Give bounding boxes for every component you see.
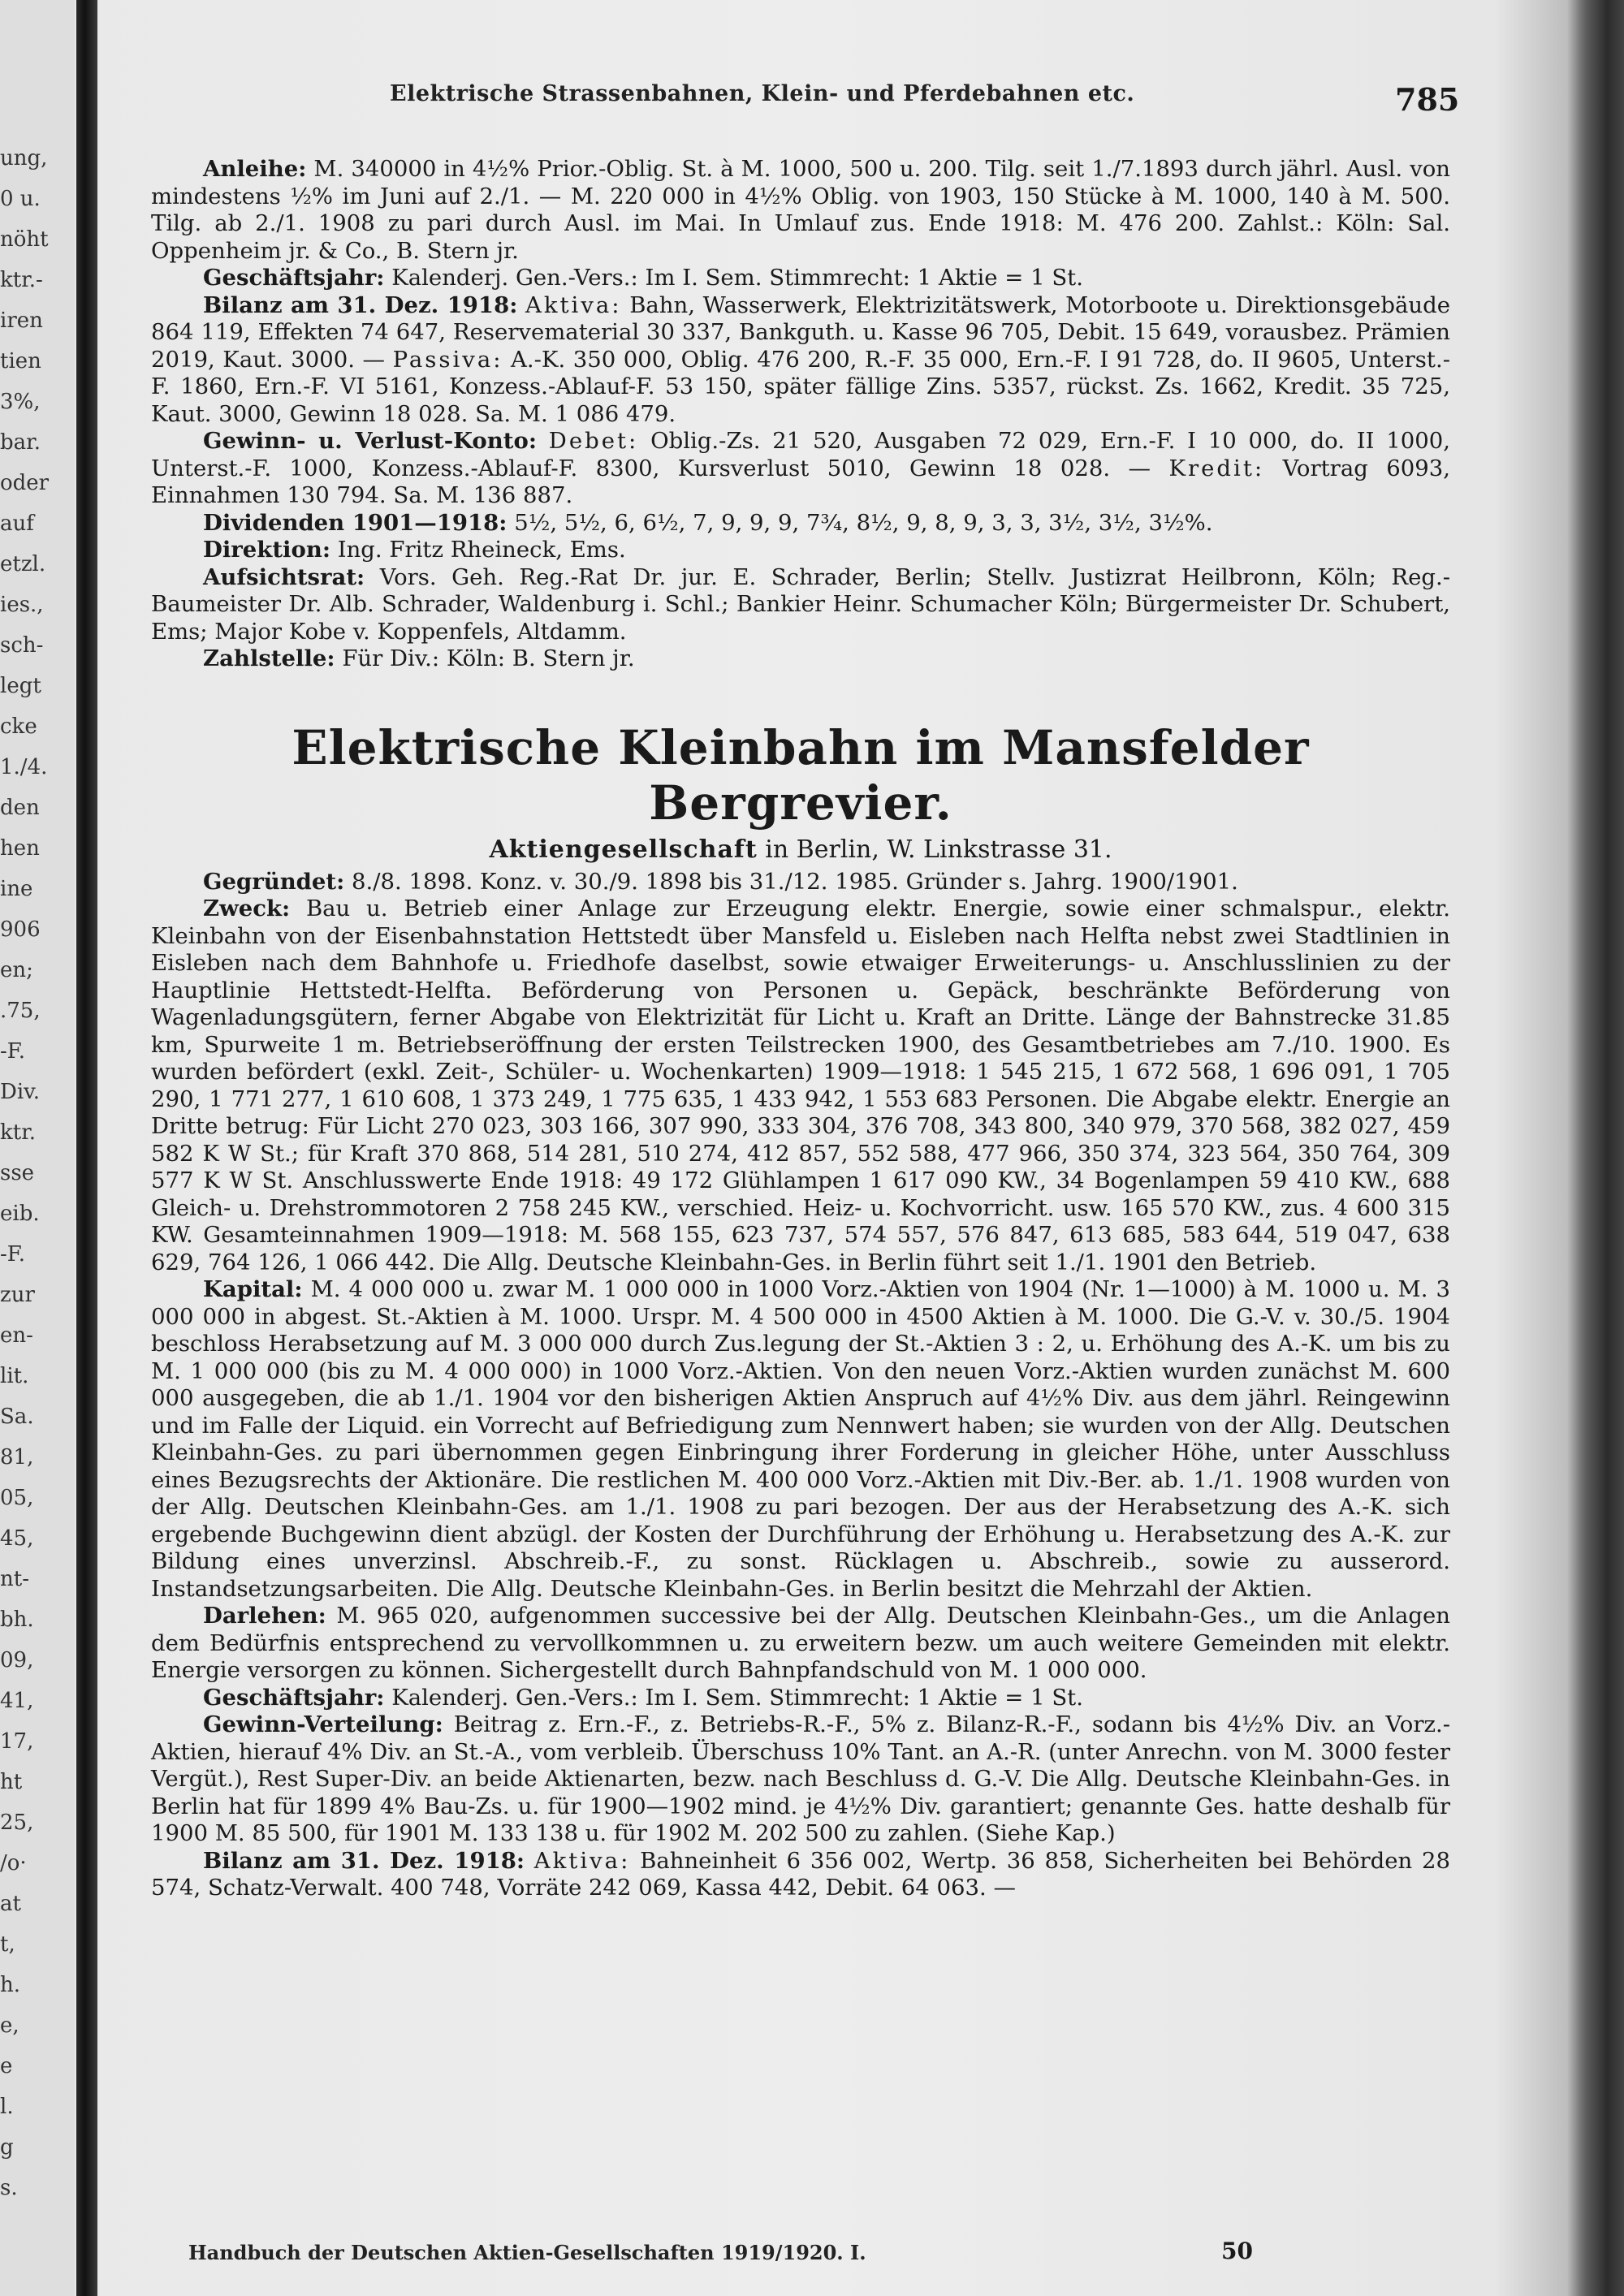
direktion-text: Ing. Fritz Rheineck, Ems.	[337, 537, 626, 563]
entry-bilanz-paragraph	[151, 1848, 1450, 1902]
dividenden-text: 5½, 5½, 6, 6½, 7, 9, 9, 9, 7¾, 8½, 9, 8, 9, 3, 3, 3½, 3½, 3½%.	[514, 509, 1213, 536]
adjacent-page-text: .75,	[0, 999, 41, 1023]
adjacent-page-text: ies.,	[0, 593, 44, 617]
entry-geschaeftsjahr-text: Kalenderj. Gen.-Vers.: Im I. Sem. Stimmrecht: 1 Aktie = 1 St.	[391, 1684, 1083, 1711]
entry-subtitle-address: in Berlin, W. Linkstrasse 31.	[765, 835, 1112, 864]
adjacent-page-text: 45,	[0, 1526, 34, 1551]
guv-debet-label: Debet:	[548, 428, 639, 454]
darlehen-text: M. 965 020, aufgenommen successive bei der Allg. Deutschen Kleinbahn-Ges., um die Anlagen dem Bedürfnis entsprechend zu vervollkommnen u. zu erweitern bezw. um auch weitere Gemeinden mit elektr. Energie versorgen zu können. Sichergestellt durch Bahnpfandschuld von M. 1 000 000.	[151, 1603, 1450, 1683]
gegruendet-text: 8./8. 1898. Konz. v. 30./9. 1898 bis 31./12. 1985. Gründer s. Jahrg. 1900/1901.	[352, 868, 1238, 895]
dividenden-paragraph	[151, 510, 1450, 537]
adjacent-page-text: en-	[0, 1323, 33, 1348]
bilanz-passiva-text: A.-K. 350 000, Oblig. 476 200, R.-F. 35 000, Ern.-F. I 91 728, do. II 9605, Unterst.-F. 1860, Ern.-F. VI 5161, Konzess.-Ablauf-F. 53 150, später fällige Zins. 5357, rückst. Zs. 1662, Kredit. 35 725, Kaut. 3000, Gewinn 18 028. Sa. M. 1 086 479.	[151, 346, 1450, 427]
zahlstelle-label: Zahlstelle:	[203, 645, 335, 671]
anleihe-paragraph	[151, 156, 1450, 265]
guv-debet-text: Oblig.-Zs. 21 520, Ausgaben 72 029, Ern.-F. I 10 000, do. II 1000, Unterst.-F. 1000, Konzess.-Ablauf-F. 8300, Kursverlust 5010, Gewinn 18 028. —	[151, 428, 1451, 481]
adjacent-page-text: sse	[0, 1161, 35, 1185]
zahlstelle-paragraph	[151, 645, 1450, 673]
zweck-text: Bau u. Betrieb einer Anlage zur Erzeugung elektr. Energie, sowie einer schmalspur., elektr. Kleinbahn von der Eisenbahnstation Hettstedt über Mansfeld u. Eisleben nach Helfta nebst zwei Stadtlinien in Eisleben nach dem Bahnhofe u. Friedhofe daselbst, sowie etwaiger Erweiterungs- u. Anschlusslinien zu der Hauptlinie Hettstedt-Helfta. Beförderung von Personen u. Gepäck, beschränkte Beförderung von Wagenladungsgütern, ferner Abgabe von Elektrizität für Licht u. Kraft an Dritte. Länge der Bahnstrecke 31.85 km, Spurweite 1 m. Betriebseröffnung der ersten Teilstrecken 1900, des Gesamtbetriebes am 7./10. 1900. Es wurden befördert (exkl. Zeit-, Schüler- u. Wochenkarten) 1909—1918: 1 545 215, 1 672 568, 1 696 091, 1 705 290, 1 771 277, 1 610 608, 1 373 249, 1 775 635, 1 433 942, 1 553 683 Personen. Die Abgabe elektr. Energie an Dritte betrug: Für Licht 270 023, 303 166, 307 990, 333 304, 376 708, 343 800, 340 979, 370 568, 382 027, 459 582 K W St.; für Kraft 370 868, 514 281, 510 274, 412 857, 552 588, 477 966, 350 374, 323 564, 350 764, 309 577 K W St. Anschlusswerte Ende 1918: 49 172 Glühlampen 1 617 090 KW., 34 Bogenlampen 59 410 KW., 688 Gleich- u. Drehstrommotoren 2 758 245 KW., verschied. Heiz- u. Kochvorricht. usw. 165 570 KW., zus. 4 600 315 KW. Gesamteinnahmen 1909—1918: M. 568 155, 623 737, 574 557, 576 847, 613 685, 583 644, 519 047, 638 629, 764 126, 1 066 442. Die Allg. Deutsche Kleinbahn-Ges. in Berlin führt seit 1./1. 1901 den Betrieb.	[151, 896, 1450, 1275]
geschaeftsjahr-paragraph	[151, 265, 1450, 292]
adjacent-page-text: sch-	[0, 633, 44, 658]
adjacent-page-text: lit.	[0, 1364, 29, 1388]
adjacent-page-text: tien	[0, 349, 41, 373]
entry-bilanz-aktiva-label: Aktiva:	[533, 1847, 631, 1874]
adjacent-page-text: oder	[0, 471, 50, 495]
footer-text: Handbuch der Deutschen Aktien-Gesellschaften 1919/1920. I.	[188, 2241, 866, 2264]
page-number: 785	[1395, 81, 1460, 118]
gegruendet-paragraph	[151, 869, 1450, 896]
adjacent-page-text: 25,	[0, 1810, 34, 1835]
dividenden-label: Dividenden 1901—1918:	[203, 509, 508, 536]
adjacent-page-text: ktr.	[0, 1120, 37, 1145]
page-body	[151, 81, 1450, 1902]
adjacent-page-text: /o·	[0, 1851, 27, 1875]
bilanz-label: Bilanz am 31. Dez. 1918:	[203, 291, 518, 318]
entry-subtitle-company-form: Aktiengesellschaft	[489, 835, 758, 864]
zahlstelle-text: Für Div.: Köln: B. Stern jr.	[342, 645, 635, 671]
direktion-paragraph	[151, 537, 1450, 564]
bilanz-aktiva-text: Bahn, Wasserwerk, Elektrizitätswerk, Motorboote u. Direktionsgebäude 864 119, Effekten 74 647, Reservematerial 30 337, Bankguth. u. Kasse 96 705, Debit. 15 649, vorausbez. Prämien 2019, Kaut. 3000. —	[151, 291, 1450, 373]
zweck-paragraph	[151, 896, 1450, 1276]
adjacent-page-text: nt-	[0, 1567, 29, 1591]
footer-signature: 50	[1221, 2238, 1253, 2264]
entry-bilanz-label: Bilanz am 31. Dez. 1918:	[203, 1847, 525, 1874]
adjacent-page-text: 3%,	[0, 390, 41, 414]
adjacent-page-text: -F.	[0, 1242, 26, 1267]
adjacent-page-text: Sa.	[0, 1405, 34, 1429]
adjacent-page-fragment	[0, 0, 75, 2296]
entry-subtitle	[151, 835, 1450, 864]
entry-geschaeftsjahr-paragraph	[151, 1685, 1450, 1712]
adjacent-page-text: den	[0, 796, 40, 820]
adjacent-page-text: ine	[0, 877, 33, 901]
guv-kredit-text: Vortrag 6093, Einnahmen 130 794. Sa. M. 136 887.	[151, 455, 1450, 508]
darlehen-label: Darlehen:	[203, 1603, 326, 1629]
adjacent-page-text: eib.	[0, 1202, 40, 1226]
bilanz-passiva-label: Passiva:	[392, 346, 503, 373]
kapital-label: Kapital:	[203, 1276, 303, 1302]
adjacent-page-text: ung,	[0, 146, 48, 170]
guv-kredit-label: Kredit:	[1168, 455, 1265, 481]
gewinnverteilung-paragraph	[151, 1711, 1450, 1848]
anleihe-label: Anleihe:	[203, 156, 307, 182]
gewinnverteilung-text: Beitrag z. Ern.-F., z. Betriebs-R.-F., 5% z. Bilanz-R.-F., sodann bis 4½% Div. an Vorz.-Aktien, hierauf 4% Div. an St.-A., vom verbleib. Überschuss 10% Tant. an A.-R. (unter Anrechn. von M. 3000 fester Vergüt.), Rest Super-Div. an beide Aktienarten, bezw. nach Beschluss d. G.-V. Die Allg. Deutsche Kleinbahn-Ges. in Berlin hat für 1899 4% Bau-Zs. u. für 1900—1902 mind. je 4½% Div. garantiert; genannte Ges. hatte deshalb für 1900 M. 85 500, für 1901 M. 133 138 u. für 1902 M. 202 500 zu zahlen. (Siehe Kap.)	[151, 1711, 1450, 1846]
adjacent-page-text: h.	[0, 1973, 21, 1997]
adjacent-page-text: 906	[0, 917, 41, 942]
adjacent-page-text: 17,	[0, 1729, 34, 1754]
adjacent-page-text: cke	[0, 714, 37, 739]
darlehen-paragraph	[151, 1603, 1450, 1685]
bilanz-aktiva-label: Aktiva:	[525, 291, 622, 318]
adjacent-page-text: 81,	[0, 1445, 34, 1470]
adjacent-page-text: e	[0, 2054, 13, 2078]
zweck-label: Zweck:	[203, 896, 291, 921]
adjacent-page-text: ht	[0, 1770, 23, 1794]
guv-label: Gewinn- u. Verlust-Konto:	[203, 428, 537, 454]
geschaeftsjahr-text: Kalenderj. Gen.-Vers.: Im I. Sem. Stimmrecht: 1 Aktie = 1 St.	[391, 265, 1083, 291]
aufsichtsrat-paragraph	[151, 564, 1450, 646]
adjacent-page-text: bh.	[0, 1608, 34, 1632]
adjacent-page-text: -F.	[0, 1039, 26, 1064]
direktion-label: Direktion:	[203, 537, 330, 563]
anleihe-text: M. 340000 in 4½% Prior.-Oblig. St. à M. 1000, 500 u. 200. Tilg. seit 1./7.1893 durch jährl. Ausl. von mindestens ½% im Juni auf 2./1. — M. 220 000 in 4½% Oblig. von 1903, 150 Stücke à M. 1000, 140 à M. 500. Tilg. ab 2./1. 1908 zu pari durch Ausl. im Mai. In Umlauf zus. Ende 1918: M. 476 200. Zahlst.: Köln: Sal. Oppenheim jr. & Co., B. Stern jr.	[151, 156, 1450, 264]
adjacent-page-text: 41,	[0, 1689, 34, 1713]
bilanz-paragraph	[151, 292, 1450, 429]
page-edge-shadow	[1567, 0, 1624, 2296]
adjacent-page-text: iren	[0, 309, 43, 333]
book-gutter	[76, 0, 97, 2296]
adjacent-page-text: ktr.-	[0, 268, 43, 292]
entry-geschaeftsjahr-label: Geschäftsjahr:	[203, 1684, 385, 1711]
gegruendet-label: Gegründet:	[203, 868, 345, 895]
adjacent-page-text: 1./4.	[0, 755, 48, 779]
adjacent-page-text: nöht	[0, 227, 49, 252]
running-title: Elektrische Strassenbahnen, Klein- und Pferdebahnen etc.	[390, 81, 1135, 106]
adjacent-page-text: Div.	[0, 1080, 41, 1104]
gewinnverteilung-label: Gewinn-Verteilung:	[203, 1711, 443, 1737]
adjacent-page-text: 05,	[0, 1486, 34, 1510]
aufsichtsrat-label: Aufsichtsrat:	[203, 563, 365, 590]
adjacent-page-text: e,	[0, 2013, 19, 2038]
adjacent-page-text: l.	[0, 2095, 14, 2119]
adjacent-page-text: en;	[0, 958, 33, 982]
adjacent-page-text: 09,	[0, 1648, 34, 1672]
adjacent-page-text: hen	[0, 836, 40, 861]
adjacent-page-text: at	[0, 1892, 21, 1916]
entry-bilanz-aktiva-text: Bahneinheit 6 356 002, Wertp. 36 858, Sicherheiten bei Behörden 28 574, Schatz-Verwalt. 400 748, Vorräte 242 069, Kassa 442, Debit. 64 063. —	[151, 1847, 1450, 1901]
adjacent-page-text: legt	[0, 674, 41, 698]
aufsichtsrat-text: Vors. Geh. Reg.-Rat Dr. jur. E. Schrader, Berlin; Stellv. Justizrat Heilbronn, Köln; Reg.-Baumeister Dr. Alb. Schrader, Waldenburg i. Schl.; Bankier Heinr. Schumacher Köln; Bürgermeister Dr. Schubert, Ems; Major Kobe v. Koppenfels, Altdamm.	[151, 563, 1451, 645]
entry-title: Elektrische Kleinbahn im Mansfelder Bergrevier.	[292, 719, 1310, 831]
adjacent-page-text: 0 u.	[0, 187, 41, 211]
adjacent-page-text: t,	[0, 1932, 15, 1957]
kapital-text: M. 4 000 000 u. zwar M. 1 000 000 in 1000 Vorz.-Aktien von 1904 (Nr. 1—1000) à M. 1000 u. M. 3 000 000 in abgest. St.-Aktien à M. 1000. Urspr. M. 4 500 000 in 4500 Aktien à M. 1000. Die G.-V. v. 30./5. 1904 beschloss Herabsetzung auf M. 3 000 000 durch Zus.legung der St.-Aktien 3 : 2, u. Erhöhung des A.-K. um bis zu M. 1 000 000 (bis zu M. 4 000 000) in 1000 Vorz.-Aktien. Von den neuen Vorz.-Aktien wurden zunächst M. 600 000 ausgegeben, die ab 1./1. 1904 vor den bisherigen Aktien Anspruch auf 4½% Div. aus dem jährl. Reingewinn und im Falle der Liquid. ein Vorrecht auf Befriedigung zum Nennwert haben; sie wurden von der Allg. Deutschen Kleinbahn-Ges. zu pari übernommen gegen Einbringung ihrer Forderung in gleicher Höhe, unter Ausschluss eines Bezugsrechts der Aktionäre. Die restlichen M. 400 000 Vorz.-Aktien mit Div.-Ber. ab. 1./1. 1908 wurden von der Allg. Deutschen Kleinbahn-Ges. am 1./1. 1908 zu pari bezogen. Der aus der Herabsetzung des A.-K. sich ergebende Buchgewinn dient abzügl. der Kosten der Durchführung der Erhöhung u. Herabsetzung des A.-K. zur Bildung eines unverzinsl. Abschreib.-F., zu sonst. Rücklagen u. Abschreib., sowie zu ausserord. Instandsetzungsarbeiten. Die Allg. Deutsche Kleinbahn-Ges. in Berlin besitzt die Mehrzahl der Aktien.	[151, 1276, 1450, 1602]
adjacent-page-text: zur	[0, 1283, 35, 1307]
adjacent-page-text: g	[0, 2135, 14, 2160]
adjacent-page-text: etzl.	[0, 552, 46, 576]
kapital-paragraph	[151, 1276, 1450, 1603]
adjacent-page-text: s.	[0, 2176, 18, 2200]
guv-paragraph	[151, 428, 1450, 510]
adjacent-page-text: auf	[0, 511, 34, 536]
adjacent-page-text: bar.	[0, 430, 41, 455]
geschaeftsjahr-label: Geschäftsjahr:	[203, 265, 385, 291]
